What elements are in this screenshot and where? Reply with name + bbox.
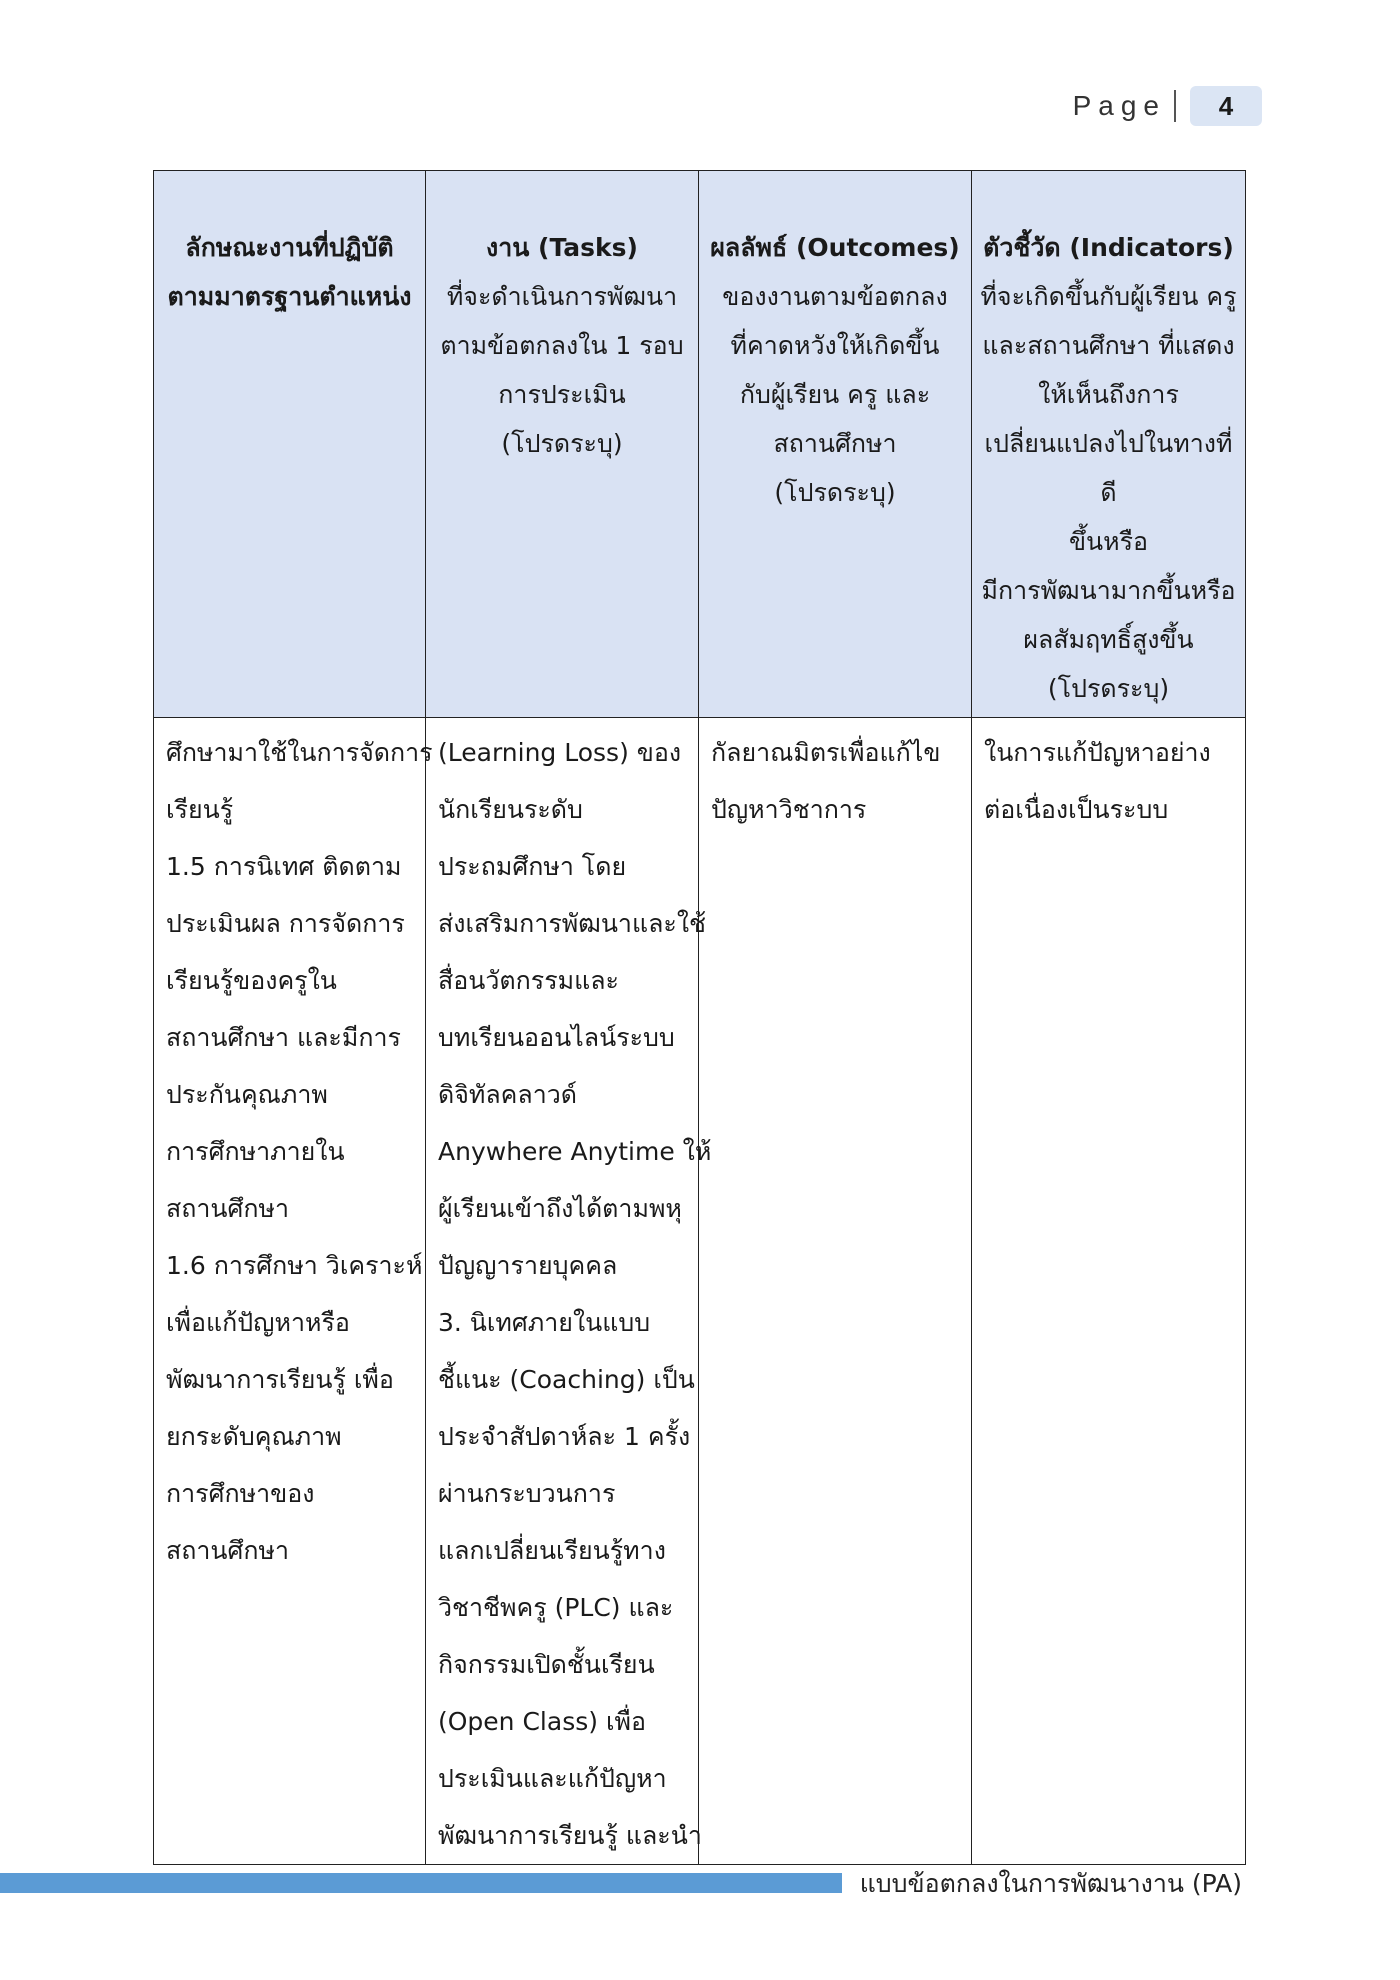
header-desc-line: การประเมิน: [498, 380, 626, 409]
header-desc-line: (โปรดระบุ): [1047, 674, 1170, 703]
header-desc-line: ที่จะดำเนินการพัฒนา: [446, 282, 678, 311]
cell-text-line: ประกันคุณภาพ: [166, 1080, 328, 1109]
cell-text-line: สถานศึกษา: [166, 1536, 290, 1565]
cell-text-line: เรียนรู้ของครูใน: [166, 966, 337, 995]
cell-text-line: (Learning Loss) ของ: [438, 738, 682, 767]
page-label: Page: [1072, 90, 1166, 121]
header-desc-line: ให้เห็นถึงการ: [1038, 380, 1179, 409]
cell-text-line: กิจกรรมเปิดชั้นเรียน: [438, 1650, 655, 1679]
header-desc-line: ผลสัมฤทธิ์สูงขึ้น: [1023, 625, 1194, 654]
header-title-line: ลักษณะงานที่ปฏิบัติ: [185, 233, 394, 262]
cell-text-line: ผู้เรียนเข้าถึงได้ตามพหุ: [438, 1194, 682, 1223]
header-title-line: งาน (Tasks): [486, 233, 638, 262]
cell-text-line: บทเรียนออนไลน์ระบบ: [438, 1023, 675, 1052]
cell-text-line: พัฒนาการเรียนรู้ เพื่อ: [166, 1365, 394, 1394]
cell-text-line: พัฒนาการเรียนรู้ และนำ: [438, 1821, 702, 1850]
page-separator: [1174, 90, 1176, 122]
cell-text-line: 1.5 การนิเทศ ติดตาม: [166, 852, 402, 881]
cell-tasks: [426, 718, 712, 1865]
cell-text-line: แลกเปลี่ยนเรียนรู้ทาง: [438, 1536, 666, 1565]
cell-standard: [154, 718, 433, 1865]
header-desc-line: (โปรดระบุ): [501, 429, 623, 458]
header-tasks: [426, 171, 699, 718]
cell-text-line: ส่งเสริมการพัฒนาและใช้: [438, 909, 707, 938]
header-desc-line: สถานศึกษา: [773, 429, 897, 458]
cell-text-line: ปัญญารายบุคคล: [438, 1251, 618, 1280]
cell-text-line: วิชาชีพครู (PLC) และ: [438, 1593, 674, 1622]
header-title-line: ผลลัพธ์ (Outcomes): [710, 233, 960, 262]
table-header-row: [154, 171, 1246, 718]
header-desc-line: ที่จะเกิดขึ้นกับผู้เรียน ครู: [980, 282, 1237, 311]
cell-text-line: สถานศึกษา และมีการ: [166, 1023, 401, 1052]
agreement-table: [153, 170, 1246, 1865]
header-desc-line: เปลี่ยนแปลงไปในทางที่ดี: [984, 429, 1233, 507]
header-desc-line: ที่คาดหวังให้เกิดขึ้น: [730, 331, 940, 360]
footer-title: แบบข้อตกลงในการพัฒนางาน (PA): [859, 1869, 1242, 1898]
header-indicators: [972, 171, 1246, 718]
table-row: [154, 718, 1246, 1865]
header-desc-line: ของงานตามข้อตกลง: [722, 282, 948, 311]
cell-text-line: ประเมินและแก้ปัญหา: [438, 1764, 667, 1793]
cell-text-line: เพื่อแก้ปัญหาหรือ: [166, 1308, 350, 1337]
cell-text-line: 3. นิเทศภายในแบบ: [438, 1308, 651, 1337]
header-desc-line: ขึ้นหรือ: [1068, 527, 1149, 556]
header-desc-line: กับผู้เรียน ครู และ: [739, 380, 931, 409]
header-standard: [154, 171, 426, 718]
header-desc-line: ตามข้อตกลงใน 1 รอบ: [440, 331, 684, 360]
cell-text-line: ปัญหาวิชาการ: [711, 795, 867, 824]
header-title-line: ตามมาตรฐานตำแหน่ง: [167, 282, 412, 311]
cell-text-line: ศึกษามาใช้ในการจัดการ: [166, 738, 433, 767]
cell-text-line: ยกระดับคุณภาพ: [166, 1422, 342, 1451]
cell-text-line: Anywhere Anytime ให้: [438, 1137, 712, 1166]
header-desc-line: (โปรดระบุ): [774, 478, 896, 507]
header-outcomes: [699, 171, 972, 718]
cell-text-line: สถานศึกษา: [166, 1194, 290, 1223]
cell-text-line: ดิจิทัลคลาวด์: [438, 1080, 578, 1109]
header-desc-line: มีการพัฒนามากขึ้นหรือ: [981, 576, 1236, 605]
header-title-line: ตัวชี้วัด (Indicators): [983, 233, 1234, 262]
cell-text-line: ในการแก้ปัญหาอย่าง: [984, 738, 1211, 767]
cell-text-line: ประเมินผล การจัดการ: [166, 909, 405, 938]
header-desc-line: และสถานศึกษา ที่แสดง: [982, 331, 1235, 360]
cell-text-line: การศึกษาภายใน: [166, 1137, 345, 1166]
cell-text-line: 1.6 การศึกษา วิเคราะห์: [166, 1251, 423, 1280]
cell-text-line: สื่อนวัตกรรมและ: [438, 966, 619, 995]
cell-text-line: การศึกษาของ: [166, 1479, 315, 1508]
cell-text-line: ต่อเนื่องเป็นระบบ: [984, 795, 1169, 824]
cell-text-line: กัลยาณมิตรเพื่อแก้ไข: [711, 738, 941, 767]
cell-text-line: ประถมศึกษา โดย: [438, 852, 627, 881]
cell-text-line: ประจำสัปดาห์ละ 1 ครั้ง: [438, 1422, 691, 1451]
footer-bar: [0, 1873, 842, 1893]
cell-indicators: [972, 718, 1246, 1865]
cell-text-line: เรียนรู้: [166, 795, 234, 824]
page-header: [1073, 86, 1262, 126]
cell-outcomes: [699, 718, 972, 1865]
cell-text-line: ผ่านกระบวนการ: [438, 1479, 616, 1508]
cell-text-line: นักเรียนระดับ: [438, 795, 583, 824]
page-number: 4: [1190, 86, 1262, 126]
cell-text-line: (Open Class) เพื่อ: [438, 1707, 646, 1736]
cell-text-line: ชี้แนะ (Coaching) เป็น: [438, 1365, 695, 1394]
